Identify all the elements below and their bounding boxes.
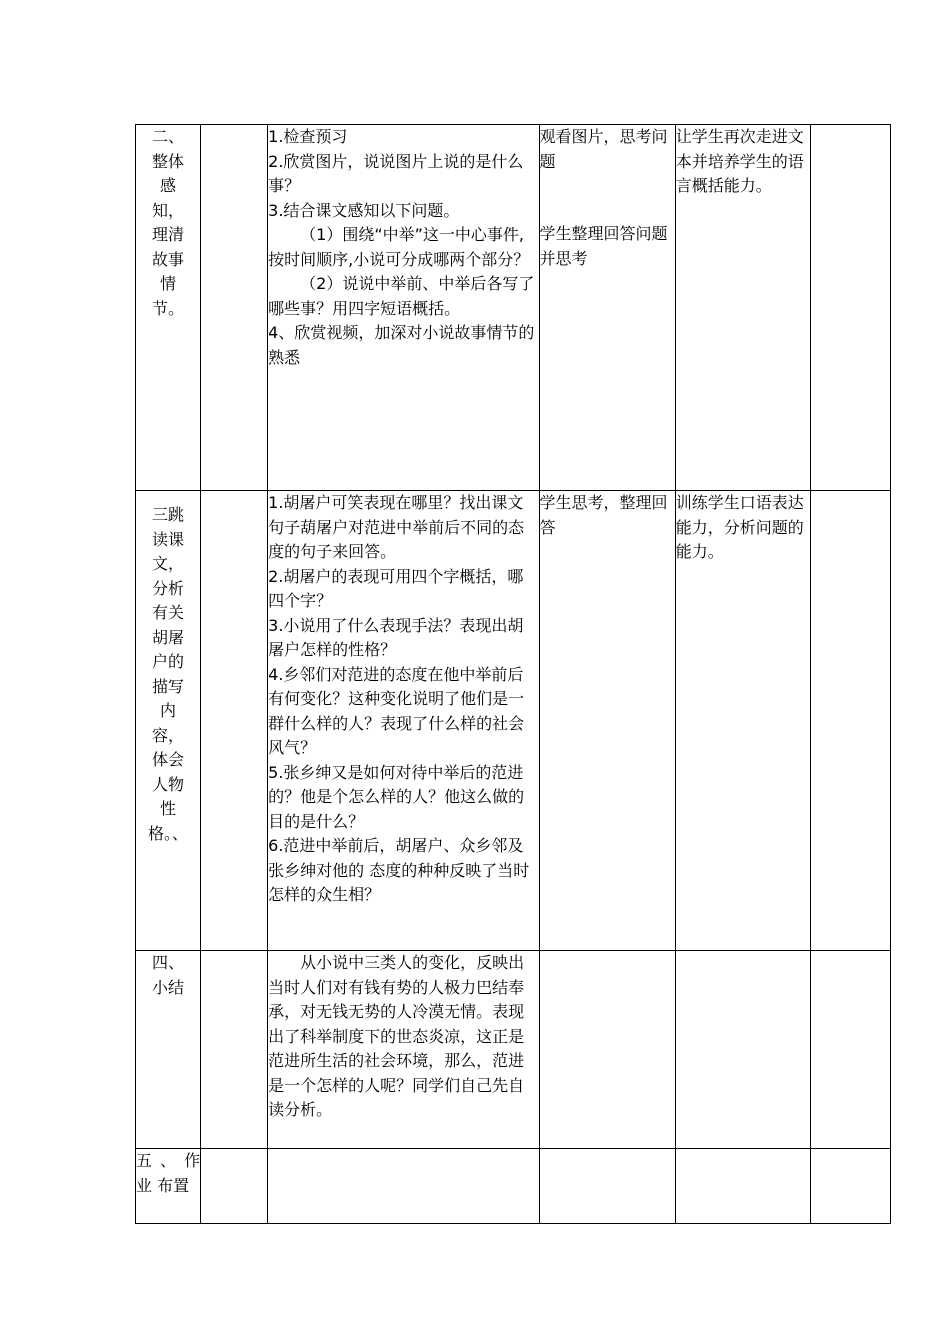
stage-label: 有关 (152, 603, 185, 622)
content-line: 1.胡屠户可笑表现在哪里？找出课文句子葫屠户对范进中举前后不同的态度的句子来回答。 (268, 493, 525, 561)
empty-cell (201, 125, 268, 491)
table-row (136, 1149, 891, 1224)
stage-label: 情 (160, 274, 177, 293)
content-line: 3.结合课文感知以下问题。 (268, 200, 460, 220)
content-cell (268, 125, 539, 491)
stage-label: 四、 (152, 953, 185, 972)
stage-label: 读课 (152, 529, 185, 549)
content-line: 4、欣赏视频，加深对小说故事情节的熟悉 (268, 323, 535, 367)
intent-text: 训练学生口语表达能力，分析问题的能力。 (675, 493, 804, 561)
stage-label: 人物 (152, 774, 185, 794)
stage-label: 二、 (152, 127, 185, 146)
empty-cell (810, 1149, 890, 1224)
stage-label: 分析 (152, 578, 185, 598)
table-row (136, 491, 891, 951)
empty-cell (201, 1149, 268, 1224)
content-line: 2.胡屠户的表现可用四个字概括，哪四个字？ (268, 566, 524, 610)
stage-label: 感 (160, 176, 177, 195)
intent-cell (675, 491, 810, 951)
stage-label: 体会 (152, 750, 185, 769)
lesson-plan-table (135, 124, 891, 1224)
empty-cell (810, 491, 890, 951)
content-line: 4.乡邻们对范进的态度在他中举前后有何变化？这种变化说明了他们是一群什么样的人？表现了什么样的社会风气？ (268, 664, 525, 757)
activity-text: 观看图片，思考问题 (539, 127, 668, 171)
content-line: （1）围绕“中举”这一中心事件,按时间顺序,小说可分成哪两个部分？ (268, 225, 530, 269)
stage-label: 理清 (152, 225, 185, 244)
stage-label: 容， (152, 725, 185, 745)
activity-cell (539, 125, 675, 491)
empty-cell (268, 1149, 539, 1224)
stage-label: 故事 (152, 249, 185, 269)
stage-label: 胡屠 (152, 627, 185, 647)
content-line: （2）说说中举前、中举后各写了哪些事？用四字短语概括。 (268, 274, 535, 318)
stage-cell (136, 125, 201, 491)
stage-label: 三跳 (152, 505, 185, 524)
stage-label: 整体 (152, 151, 185, 171)
stage-cell (136, 491, 201, 951)
empty-cell (201, 951, 268, 1149)
empty-cell (675, 951, 810, 1149)
stage-label: 节。 (152, 298, 185, 318)
content-cell (268, 491, 539, 951)
stage-label: 描写 (152, 676, 185, 696)
activity-cell (539, 491, 675, 951)
content-line: 3.小说用了什么表现手法？表现出胡屠户怎样的性格？ (268, 615, 524, 659)
content-line: 2.欣赏图片，说说图片上说的是什么事？ (268, 151, 524, 195)
stage-cell (136, 951, 201, 1149)
empty-cell (539, 951, 675, 1149)
summary-text: 从小说中三类人的变化，反映出当时人们对有钱有势的人极力巴结奉承，对无钱无势的人冷漠无情。表现出了科举制度下的世态炎凉，这正是范进所生活的社会环境，那么，范进是一个怎样的人呢？同学们自己先自读分析。 (268, 953, 525, 1119)
empty-cell (675, 1149, 810, 1224)
empty-cell (810, 951, 890, 1149)
content-line: 5.张乡绅又是如何对待中举后的范进的？他是个怎么样的人？他这么做的目的是什么？ (268, 762, 525, 831)
summary-cell (268, 951, 539, 1149)
activity-text: 学生思考，整理回答 (539, 493, 668, 537)
empty-cell (539, 1149, 675, 1224)
empty-cell (810, 125, 890, 491)
table-row (136, 951, 891, 1149)
stage-label: 五 、 作 业 布置 (136, 1151, 201, 1195)
stage-label: 文， (152, 554, 185, 573)
intent-cell (675, 125, 810, 491)
stage-label: 户的 (152, 652, 185, 671)
content-line: 1.检查预习 (268, 127, 348, 146)
stage-label: 内 (160, 701, 177, 720)
table-row (136, 125, 891, 491)
stage-label: 知， (152, 200, 185, 220)
content-line: 6.范进中举前后，胡屠户、众乡邻及张乡绅对他的 态度的种种反映了当时怎样的众生相？ (268, 836, 530, 904)
intent-text: 让学生再次走进文本并培养学生的语言概括能力。 (675, 127, 804, 195)
activity-text: 学生整理回答问题并思考 (539, 224, 668, 268)
stage-label: 格。、 (148, 823, 189, 843)
stage-label: 小结 (152, 977, 185, 997)
stage-label: 性 (160, 799, 177, 818)
empty-cell (201, 491, 268, 951)
stage-cell (136, 1149, 201, 1224)
